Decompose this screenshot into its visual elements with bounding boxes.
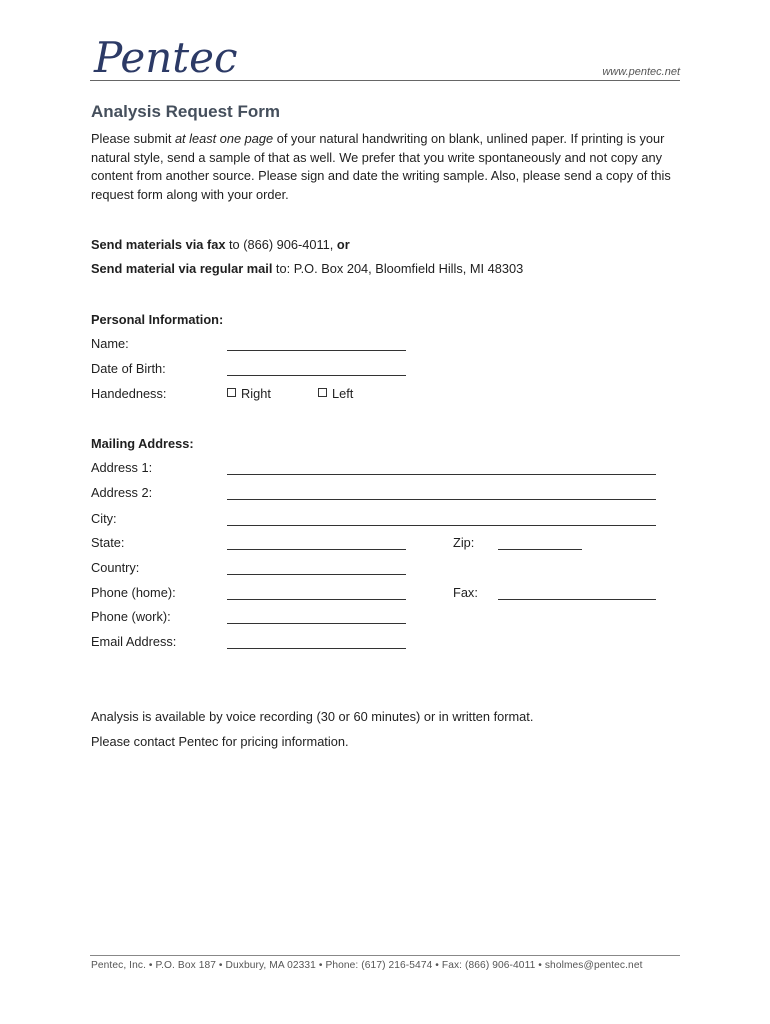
- mailing-address-heading: Mailing Address:: [91, 436, 194, 451]
- phone-work-field[interactable]: [227, 623, 406, 624]
- city-field[interactable]: [227, 525, 656, 526]
- zip-field[interactable]: [498, 549, 582, 550]
- address2-label: Address 2:: [91, 485, 153, 500]
- phone-work-label: Phone (work):: [91, 609, 171, 624]
- state-label: State:: [91, 535, 125, 550]
- analysis-note: Analysis is available by voice recording (30 or 60 minutes) or in written format.: [91, 709, 534, 724]
- address1-field[interactable]: [227, 474, 656, 475]
- checkbox-icon: [318, 388, 327, 397]
- address2-field[interactable]: [227, 499, 656, 500]
- pentec-logo: [92, 28, 238, 86]
- handedness-label: Handedness:: [91, 386, 167, 401]
- phone-home-field[interactable]: [227, 599, 406, 600]
- send-fax-line: Send materials via fax to (866) 906-4011, or: [91, 237, 350, 252]
- personal-info-heading: Personal Information:: [91, 312, 224, 327]
- country-field[interactable]: [227, 574, 406, 575]
- left-hand-checkbox[interactable]: Left: [318, 386, 353, 401]
- email-label: Email Address:: [91, 634, 177, 649]
- city-label: City:: [91, 511, 117, 526]
- footer-divider: [90, 955, 680, 956]
- send-mail-line: Send material via regular mail to: P.O. Box 204, Bloomfield Hills, MI 48303: [91, 261, 524, 276]
- dob-label: Date of Birth:: [91, 361, 166, 376]
- website-url[interactable]: www.pentec.net: [602, 66, 680, 78]
- name-label: Name:: [91, 336, 129, 351]
- intro-emphasis: at least one page: [174, 131, 274, 146]
- pricing-note: Please contact Pentec for pricing information.: [91, 734, 349, 749]
- address1-label: Address 1:: [91, 460, 153, 475]
- footer-contact: Pentec, Inc. • P.O. Box 187 • Duxbury, MA 02331 • Phone: (617) 216-5474 • Fax: (866) 906-4011 • sholmes@pentec.net: [91, 960, 643, 971]
- fax-field[interactable]: [498, 599, 656, 600]
- header-divider: [90, 80, 680, 81]
- name-field[interactable]: [227, 350, 406, 351]
- phone-home-label: Phone (home):: [91, 585, 176, 600]
- country-label: Country:: [91, 560, 140, 575]
- dob-field[interactable]: [227, 375, 406, 376]
- logo-text: Pentec: [94, 33, 238, 82]
- checkbox-icon: [227, 388, 236, 397]
- right-hand-checkbox[interactable]: Right: [227, 386, 271, 401]
- fax-label: Fax:: [453, 585, 478, 600]
- zip-label: Zip:: [453, 535, 475, 550]
- page-title: Analysis Request Form: [91, 102, 280, 121]
- intro-paragraph: Please submit at least one page of your natural handwriting on blank, unlined paper. If printing is your natural style, send a sample of that as well. We prefer that you write spontaneously and not copy any content from another source. Please sign and date the writing sample. Also, please send a copy of this request form along with your order.: [91, 131, 671, 202]
- email-field[interactable]: [227, 648, 406, 649]
- state-field[interactable]: [227, 549, 406, 550]
